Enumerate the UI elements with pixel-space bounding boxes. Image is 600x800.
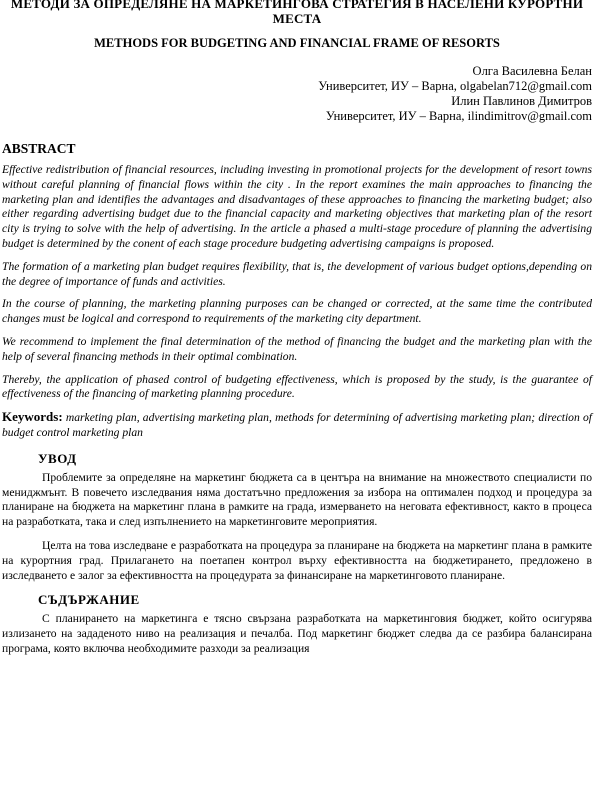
keywords xyxy=(2,410,592,441)
author-name: Илин Павлинов Димитров xyxy=(451,94,592,108)
body-paragraph: С планирането на маркетинга е тясно свързана разработката на маркетинговия бюджет, който осигурява излизането на зададеното ниво на реализация и печалба. Под маркетинг бюджет следва да се разбира балансирана програма, която включва необходимите разходи за реализация xyxy=(2,612,592,655)
author-affiliation: Университет, ИУ – Варна, ilindimitrov@gmail.com xyxy=(325,109,592,123)
author-name: Олга Василевна Белан xyxy=(472,64,592,78)
abstract-paragraph: In the course of planning, the marketing planning purposes can be changed or corrected, at the same time the contributed changes must be logical and correspond to requirements of the marketing city department. xyxy=(2,297,592,326)
abstract-paragraph: The formation of a marketing plan budget requires flexibility, that is, the development of various budget options,depending on the degree of importance of funds and activities. xyxy=(2,259,592,288)
abstract-paragraph: Effective redistribution of financial resources, including investing in promotional projects for the development of resort towns without careful planning of financial flows within the city . In the report examines the main approaches to financing the marketing plan and identifies the advantages and disadvantages of these approaches to financing the marketing budget; also either regarding advertising budget due to the financial capacity and marketing objectives that marketing plan of the resort city is trying to solve with the help of advertising. In the article a phased a multi-stage procedure of planning the advertising budget is determined by the conent of each stage procedure budgeting advertising campaigns is proposed. xyxy=(2,163,592,250)
section-heading-content: СЪДЪРЖАНИЕ xyxy=(38,592,140,608)
abstract-paragraph: Thereby, the application of phased control of budgeting effectiveness, which is proposed by the study, is the guarantee of effectiveness of the financing of marketing planning procedure. xyxy=(2,372,592,401)
keywords-label: Keywords: xyxy=(2,409,63,425)
title-bulgarian: МЕТОДИ ЗА ОПРЕДЕЛЯНЕ НА МАРКЕТИНГОВА СТРАТЕГИЯ В НАСЕЛЕНИ КУРОРТНИ МЕСТА xyxy=(10,0,584,26)
body-paragraph: Целта на това изследване е разработката на процедура за планиране на бюджета на маркетинг плана в рамките на курортния град. Прилагането на поетапен контрол върху ефективността на бюджетирането, предложено в изследването е залог за ефективността на процедурата за финансиране на маркетинговото планиране. xyxy=(2,538,592,582)
abstract-heading: ABSTRACT xyxy=(2,141,76,156)
keywords-text: marketing plan, advertising marketing plan, methods for determining of advertising marketing plan; direction of budget control marketing plan xyxy=(2,411,592,439)
authors-block xyxy=(2,64,592,124)
abstract-paragraph: We recommend to implement the final determination of the method of financing the budget and the marketing plan with the help of several financing methods in their optimal combination. xyxy=(2,334,592,363)
body-paragraph: Проблемите за определяне на маркетинг бюджета са в центъра на внимание на множеството специалисти по мениджмънт. В повечето изследвания няма достатъчно предложения за избора на оптимален подход и процедура за планиране на бюджета на маркетинг плана в рамките на града, измерването на неговата ефективност, както в процеса на разработката, така и след изпълнението на маркетинговите мероприятия. xyxy=(2,470,592,529)
title-english: METHODS FOR BUDGETING AND FINANCIAL FRAME OF RESORTS xyxy=(94,36,500,50)
author-affiliation: Университет, ИУ – Варна, olgabelan712@gmail.com xyxy=(318,79,592,93)
section-heading-intro: УВОД xyxy=(38,450,77,466)
